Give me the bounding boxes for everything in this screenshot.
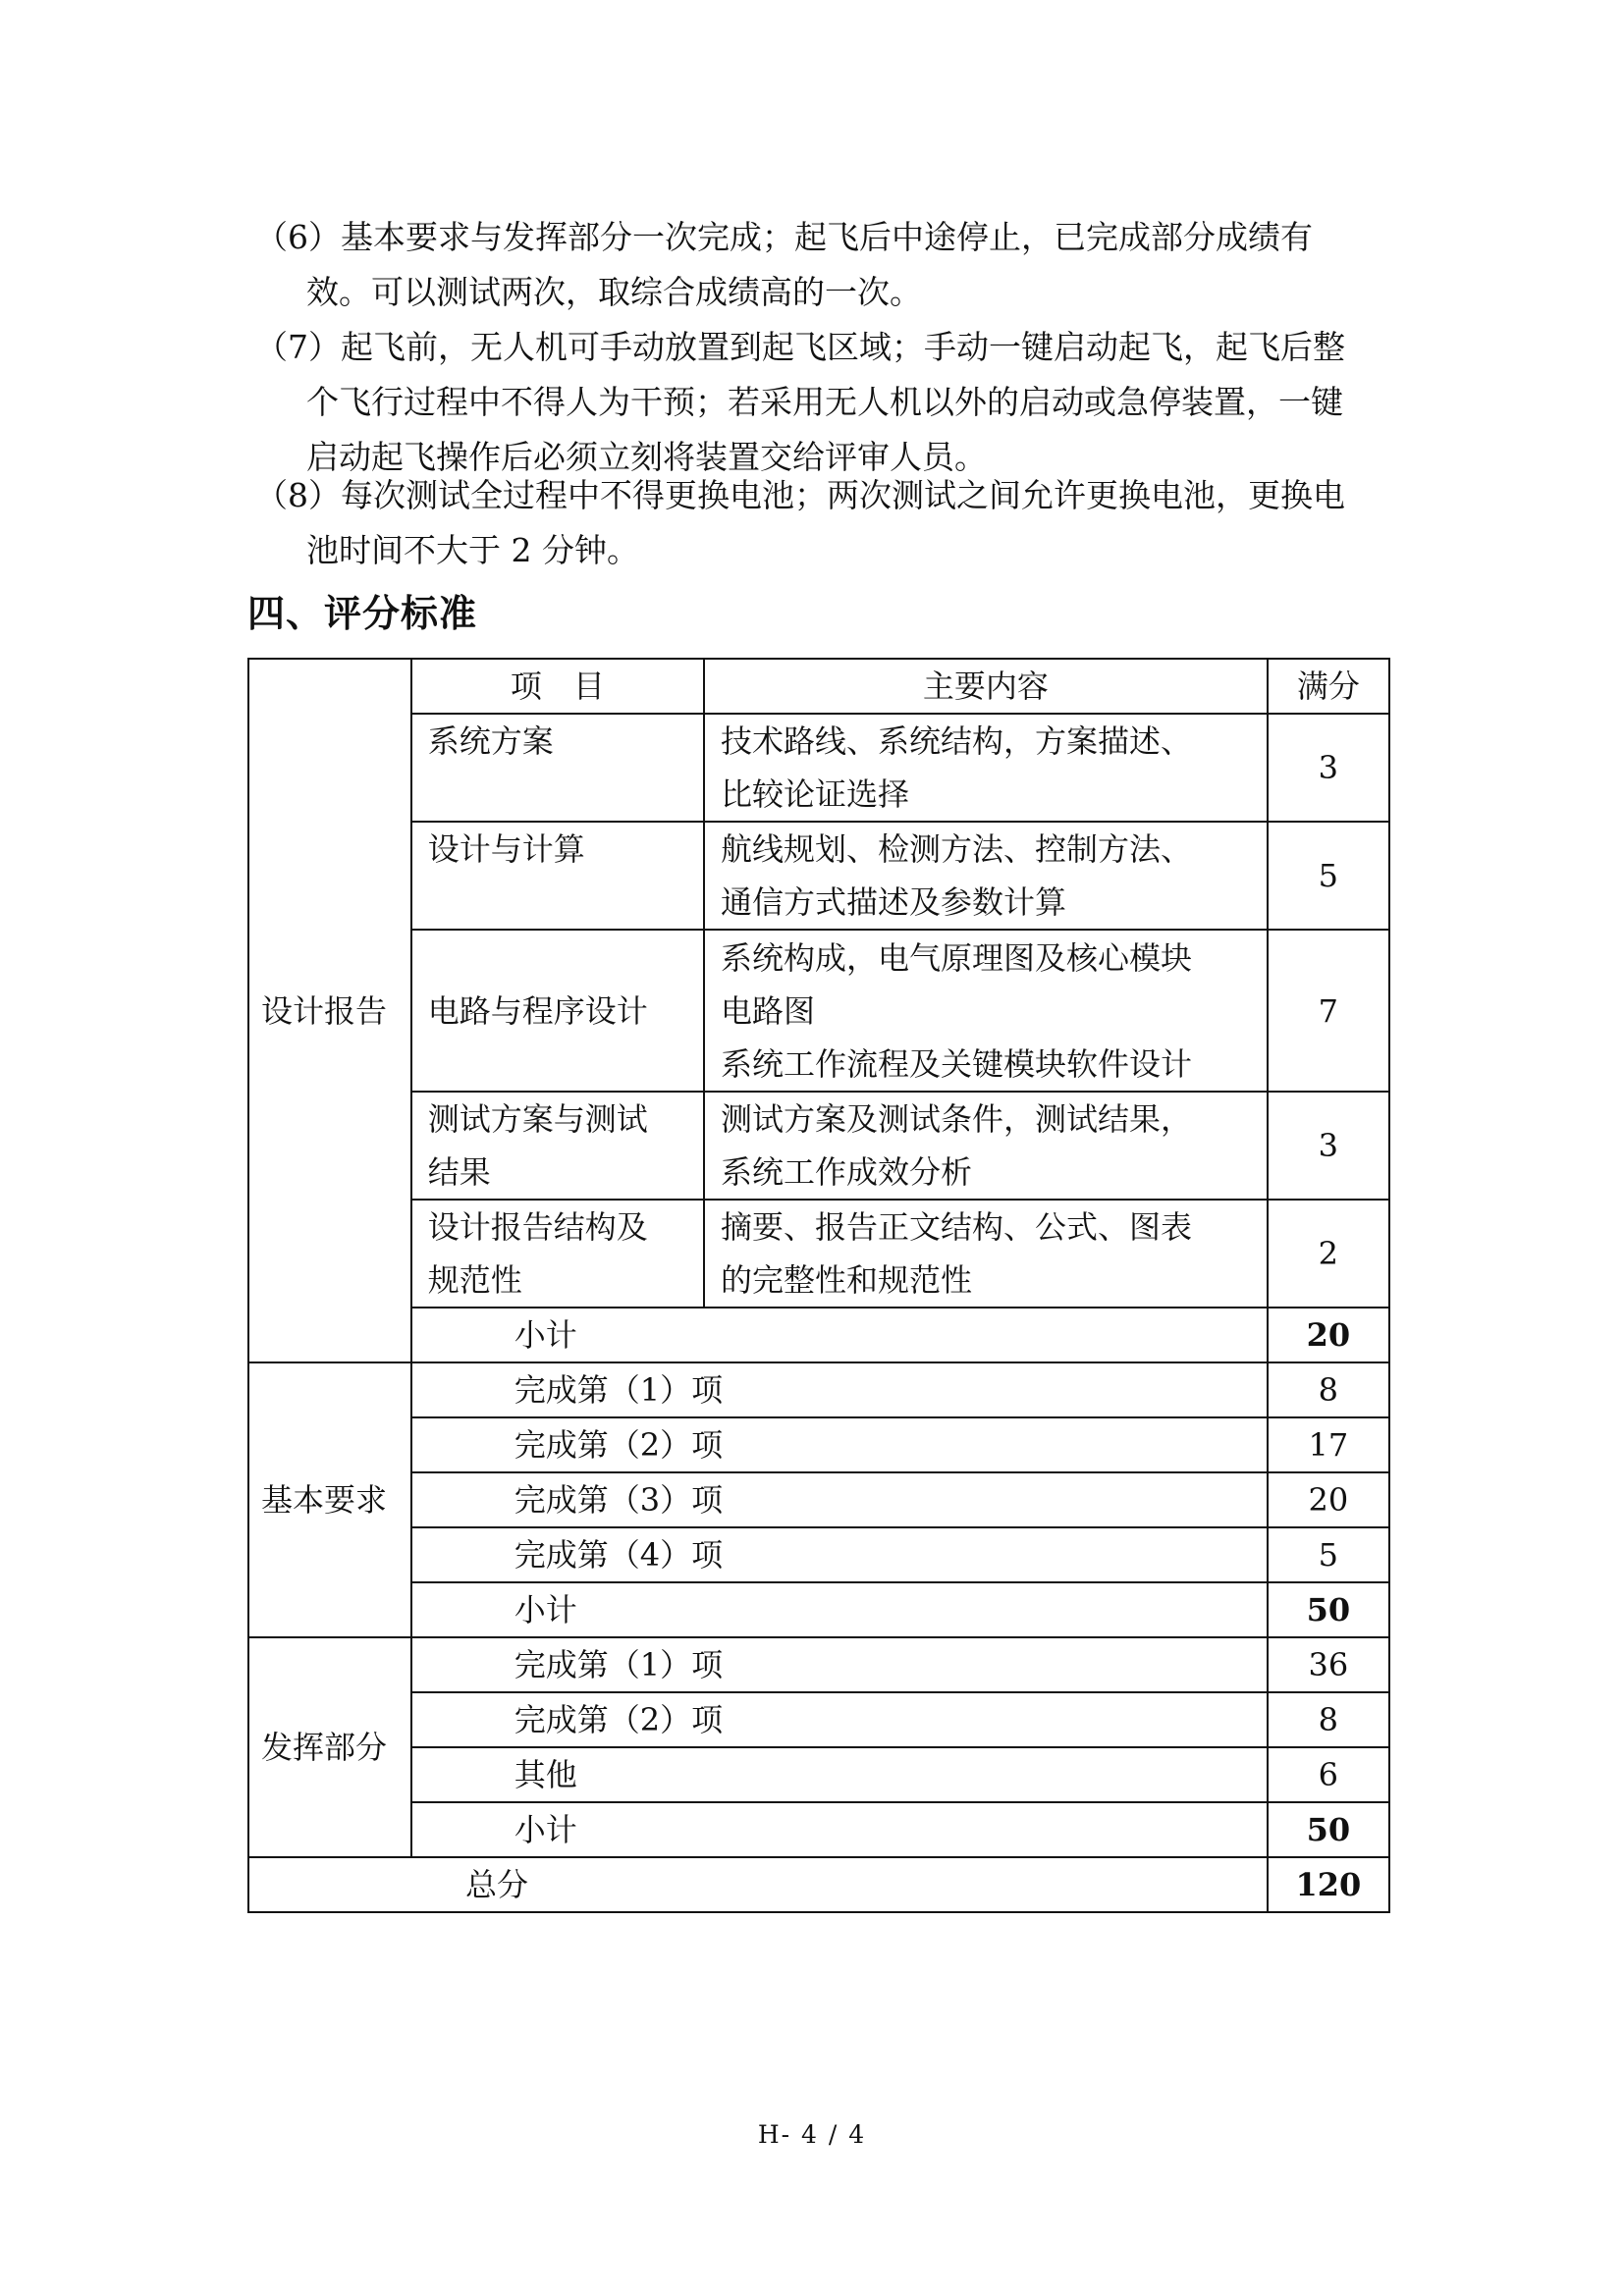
subtotal-row: [248, 1582, 1389, 1637]
header-item: 项 目: [411, 659, 704, 714]
row-label: 完成第（4）项: [411, 1527, 1268, 1582]
total-score: 120: [1268, 1857, 1389, 1912]
section-heading: 四、评分标准: [247, 592, 478, 635]
total-label: 总分: [248, 1857, 1268, 1912]
row-label: 完成第（1）项: [411, 1362, 1268, 1417]
subtotal-row: [248, 1802, 1389, 1857]
rule-7-line-3: 启动起飞操作后必须立刻将装置交给评审人员。: [306, 438, 987, 476]
score-cell: 5: [1268, 1527, 1389, 1582]
header-score: 满分: [1268, 659, 1389, 714]
row-label: 完成第（2）项: [411, 1417, 1268, 1472]
table-row: [248, 930, 1389, 1092]
table-row: [248, 822, 1389, 930]
subtotal-row: [248, 1308, 1389, 1362]
page-footer: H- 4 / 4: [757, 2120, 867, 2149]
row-label: 其他: [411, 1747, 1268, 1802]
item-cell: 系统方案: [411, 714, 704, 822]
table-row: [248, 714, 1389, 822]
table-row: [248, 1527, 1389, 1582]
table-row: [248, 1092, 1389, 1200]
table-row: [248, 1747, 1389, 1802]
item-cell: 设计报告结构及 规范性: [411, 1200, 704, 1308]
score-cell: 8: [1268, 1692, 1389, 1747]
rule-6-line-1: （6）基本要求与发挥部分一次完成；起飞后中途停止，已完成部分成绩有: [255, 218, 1313, 256]
item-cell: 电路与程序设计: [411, 930, 704, 1092]
table-row: [248, 1472, 1389, 1527]
total-row: [248, 1857, 1389, 1912]
score-cell: 2: [1268, 1200, 1389, 1308]
table-row: [248, 1200, 1389, 1308]
subtotal-label: 小计: [411, 1308, 1268, 1362]
row-label: 完成第（2）项: [411, 1692, 1268, 1747]
rule-7-line-2: 个飞行过程中不得人为干预；若采用无人机以外的启动或急停装置，一键: [306, 383, 1343, 421]
rule-8: [255, 468, 1375, 578]
row-label: 完成第（1）项: [411, 1637, 1268, 1692]
score-cell: 3: [1268, 1092, 1389, 1200]
table-row: [248, 1692, 1389, 1747]
item-cell: 测试方案与测试 结果: [411, 1092, 704, 1200]
header-content: 主要内容: [704, 659, 1268, 714]
section-basic-requirements: 基本要求: [248, 1362, 411, 1637]
content-cell: 航线规划、检测方法、控制方法、 通信方式描述及参数计算: [704, 822, 1268, 930]
section-extended: 发挥部分: [248, 1637, 411, 1857]
table-row: [248, 1362, 1389, 1417]
subtotal-score: 50: [1268, 1802, 1389, 1857]
score-cell: 36: [1268, 1637, 1389, 1692]
content-cell: 系统构成，电气原理图及核心模块 电路图 系统工作流程及关键模块软件设计: [704, 930, 1268, 1092]
score-cell: 3: [1268, 714, 1389, 822]
score-cell: 20: [1268, 1472, 1389, 1527]
rule-8-line-2: 池时间不大于 2 分钟。: [306, 531, 639, 569]
item-cell: 设计与计算: [411, 822, 704, 930]
table-row: [248, 1417, 1389, 1472]
subtotal-score: 20: [1268, 1308, 1389, 1362]
score-cell: 7: [1268, 930, 1389, 1092]
score-cell: 17: [1268, 1417, 1389, 1472]
scoring-table: [247, 658, 1390, 1913]
score-cell: 5: [1268, 822, 1389, 930]
rule-8-line-1: （8）每次测试全过程中不得更换电池；两次测试之间允许更换电池，更换电: [255, 476, 1345, 514]
table-row: [248, 1637, 1389, 1692]
subtotal-label: 小计: [411, 1802, 1268, 1857]
content-cell: 摘要、报告正文结构、公式、图表 的完整性和规范性: [704, 1200, 1268, 1308]
section-design-report: 设计报告: [248, 659, 411, 1362]
rule-7: [255, 320, 1375, 485]
score-cell: 6: [1268, 1747, 1389, 1802]
rule-6: [255, 210, 1375, 320]
row-label: 完成第（3）项: [411, 1472, 1268, 1527]
subtotal-label: 小计: [411, 1582, 1268, 1637]
content-cell: 技术路线、系统结构，方案描述、 比较论证选择: [704, 714, 1268, 822]
score-cell: 8: [1268, 1362, 1389, 1417]
subtotal-score: 50: [1268, 1582, 1389, 1637]
rule-7-line-1: （7）起飞前，无人机可手动放置到起飞区域；手动一键启动起飞，起飞后整: [255, 328, 1345, 366]
table-header-row: [248, 659, 1389, 714]
rule-6-line-2: 效。可以测试两次，取综合成绩高的一次。: [306, 273, 922, 311]
content-cell: 测试方案及测试条件，测试结果， 系统工作成效分析: [704, 1092, 1268, 1200]
